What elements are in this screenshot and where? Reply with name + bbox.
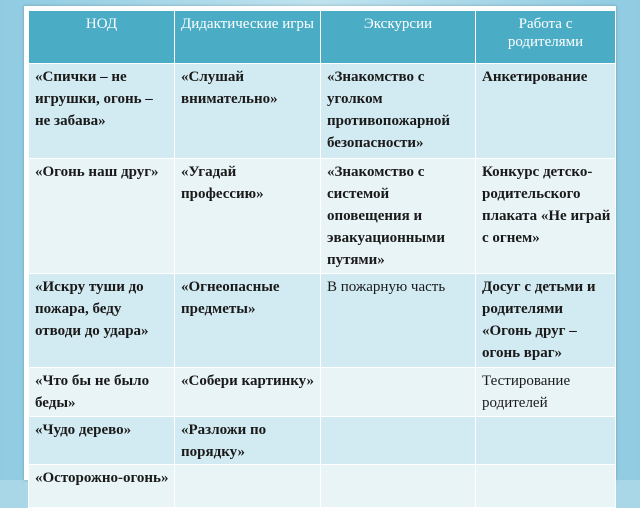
table-cell: «Искру туши до пожара, беду отводи до удара»	[29, 274, 175, 368]
header-excursions: Экскурсии	[321, 11, 476, 64]
table-cell	[476, 465, 616, 508]
table-header-row	[29, 11, 616, 64]
table-cell: В пожарную часть	[321, 274, 476, 368]
table-cell	[321, 368, 476, 417]
table-cell: «Слушай внимательно»	[175, 64, 321, 159]
table-cell: «Разложи по порядку»	[175, 417, 321, 465]
header-didactic-games: Дидактические игры	[175, 11, 321, 64]
table-cell: «Угадай профессию»	[175, 159, 321, 274]
table-cell: Досуг с детьми и родителями «Огонь друг – огонь враг»	[476, 274, 616, 368]
table-row	[29, 368, 616, 417]
table-cell: «Осторожно-огонь»	[29, 465, 175, 508]
table-cell: «Огнеопасные предметы»	[175, 274, 321, 368]
table-cell: «Знакомство с уголком противопожарной безопасности»	[321, 64, 476, 159]
table-cell: Анкетирование	[476, 64, 616, 159]
table-cell: «Огонь наш друг»	[29, 159, 175, 274]
table-cell: «Что бы не было беды»	[29, 368, 175, 417]
table-cell	[321, 465, 476, 508]
table-cell	[175, 465, 321, 508]
table-row	[29, 159, 616, 274]
table-row	[29, 64, 616, 159]
table-cell: «Спички – не игрушки, огонь – не забава»	[29, 64, 175, 159]
table-cell	[476, 417, 616, 465]
table-row	[29, 274, 616, 368]
table-cell: Конкурс детско-родительского плаката «Не играй с огнем»	[476, 159, 616, 274]
table-cell: Тестирование родителей	[476, 368, 616, 417]
table-row	[29, 417, 616, 465]
table-cell: «Знакомство с системой оповещения и эвакуационными путями»	[321, 159, 476, 274]
table-row	[29, 465, 616, 508]
header-parent-work: Работа с родителями	[476, 11, 616, 64]
table-cell	[321, 417, 476, 465]
table-cell: «Собери картинку»	[175, 368, 321, 417]
activity-plan-table	[28, 10, 616, 508]
table-cell: «Чудо дерево»	[29, 417, 175, 465]
header-nod: НОД	[29, 11, 175, 64]
